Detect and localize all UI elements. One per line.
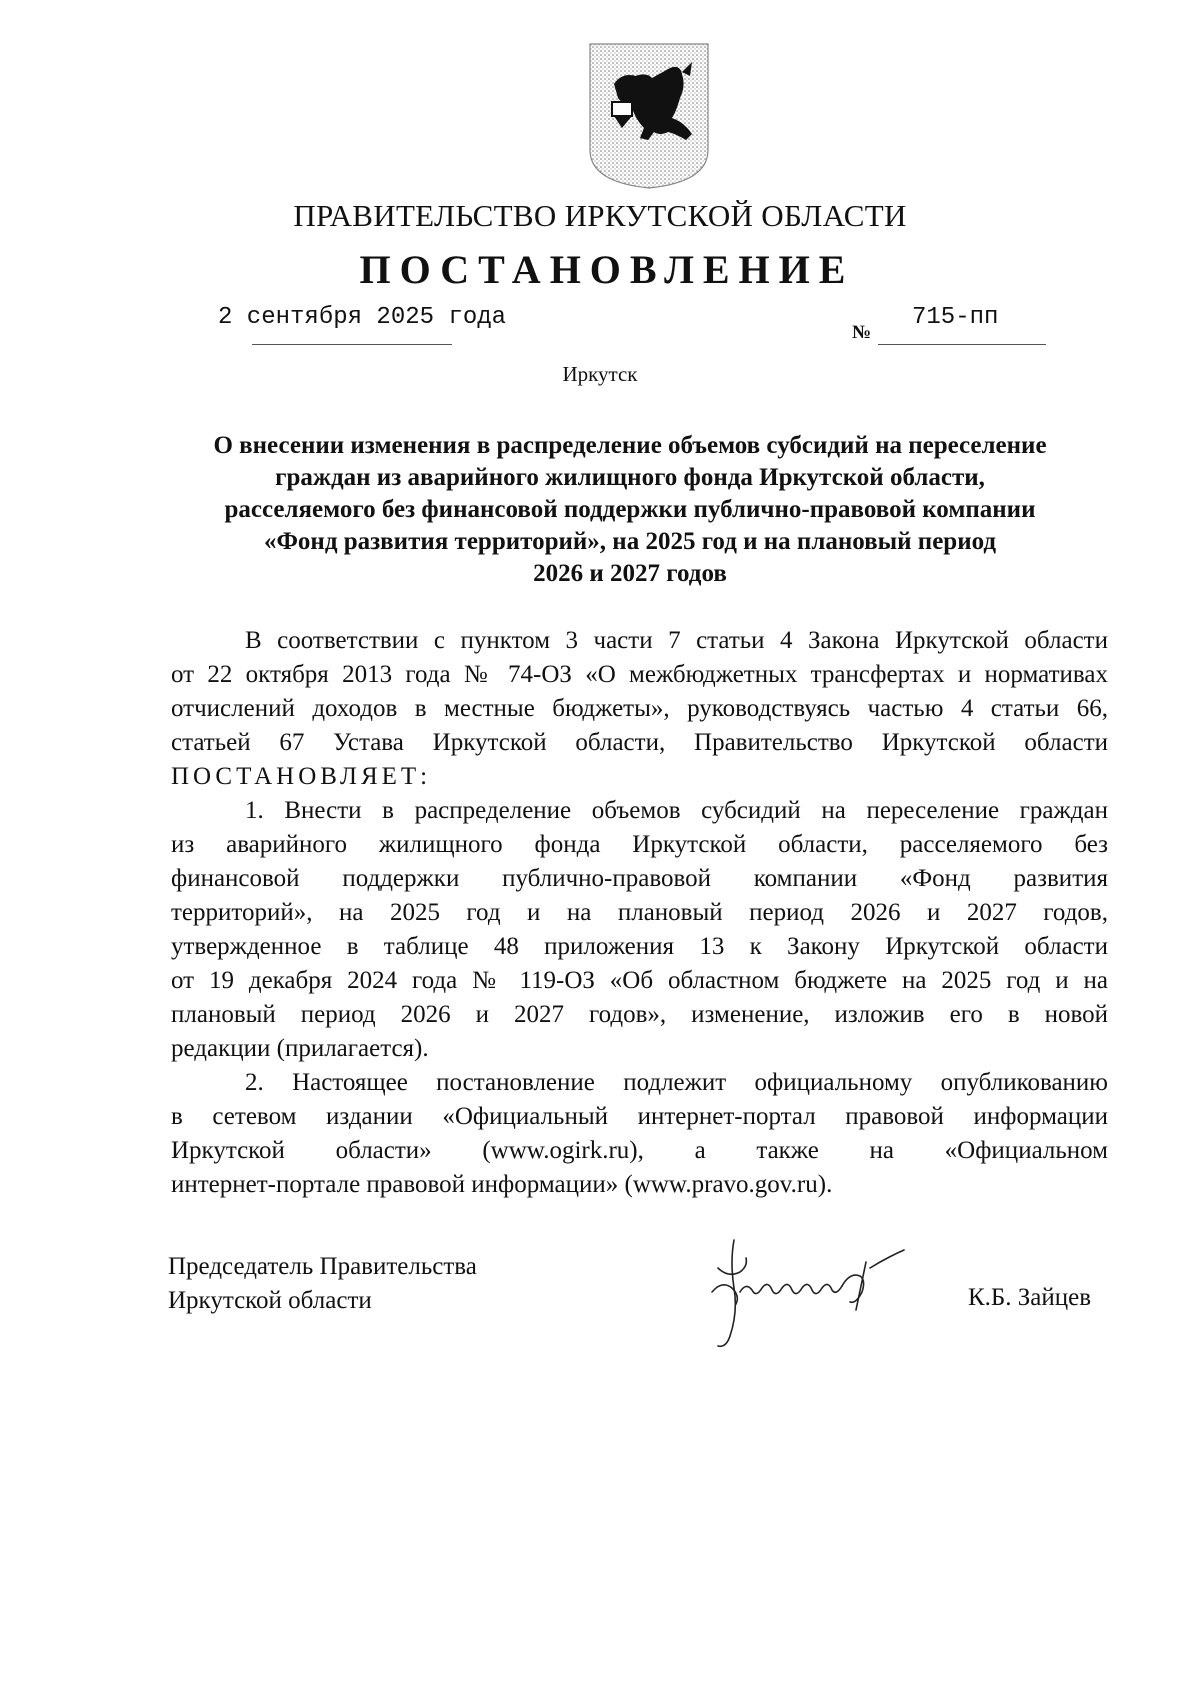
preamble-line: отчислений доходов в местные бюджеты», руководствуясь частью 4 статьи 66, (171, 695, 1108, 722)
preamble-line: от 22 октября 2013 года № 74-ОЗ «О межбюджетных трансфертах и нормативах (171, 661, 1108, 688)
title-line: О внесении изменения в распределение объемов субсидий на переселение (213, 432, 1047, 459)
coat-of-arms-emblem (588, 42, 710, 190)
handwritten-signature (700, 1232, 920, 1352)
item2-line: в сетевом издании «Официальный интернет-портал правовой информации (171, 1103, 1108, 1130)
document-number: 715-пп (912, 304, 999, 331)
title-line: 2026 и 2027 годов (533, 560, 727, 587)
document-date: 2 сентября 2025 года (218, 304, 507, 331)
item2-line: Иркутской области» (www.ogirk.ru), а также на «Официальном (171, 1137, 1108, 1164)
preamble-line: В соответствии с пунктом 3 части 7 статьи 4 Закона Иркутской области (245, 627, 1108, 654)
item2-line: 2. Настоящее постановление подлежит официальному опубликованию (245, 1069, 1108, 1096)
item1-line: 1. Внести в распределение объемов субсидий на переселение граждан (245, 797, 1108, 824)
item1-line: финансовой поддержки публично-правовой компании «Фонд развития (171, 865, 1108, 892)
date-underline (252, 344, 452, 345)
number-underline (878, 344, 1046, 345)
preamble-line: статьей 67 Устава Иркутской области, Правительство Иркутской области (171, 729, 1108, 756)
title-line: расселяемого без финансовой поддержки публично-правовой компании (224, 496, 1036, 523)
title-line: «Фонд развития территорий», на 2025 год и на плановый период (263, 528, 997, 555)
item1-line: из аварийного жилищного фонда Иркутской области, расселяемого без (171, 831, 1108, 858)
item1-line: редакции (прилагается). (171, 1035, 429, 1062)
signatory-position (168, 1250, 477, 1318)
document-title (160, 430, 1100, 590)
item1-line: плановый период 2026 и 2027 годов», изменение, изложив его в новой (171, 1001, 1108, 1028)
number-sign: № (852, 322, 872, 343)
item2-line: интернет-портале правовой информации» (www.pravo.gov.ru). (171, 1171, 833, 1198)
position-line: Председатель Правительства (168, 1253, 477, 1280)
resolves-word: ПОСТАНОВЛЯЕТ: (171, 763, 432, 790)
item1-line: территорий», на 2025 год и на плановый период 2026 и 2027 годов, (171, 899, 1108, 926)
title-line: граждан из аварийного жилищного фонда Иркутской области, (275, 464, 985, 491)
signatory-name: К.Б. Зайцев (968, 1284, 1092, 1311)
item1-line: от 19 декабря 2024 года № 119-ОЗ «Об областном бюджете на 2025 год и на (171, 967, 1108, 994)
document-type-heading: ПОСТАНОВЛЕНИЕ (359, 247, 855, 292)
document-city: Иркутск (562, 362, 638, 386)
document-body (171, 624, 1108, 1202)
position-line: Иркутской области (168, 1287, 372, 1314)
government-name: ПРАВИТЕЛЬСТВО ИРКУТСКОЙ ОБЛАСТИ (293, 198, 907, 233)
item1-line: утвержденное в таблице 48 приложения 13 к Закону Иркутской области (171, 933, 1108, 960)
